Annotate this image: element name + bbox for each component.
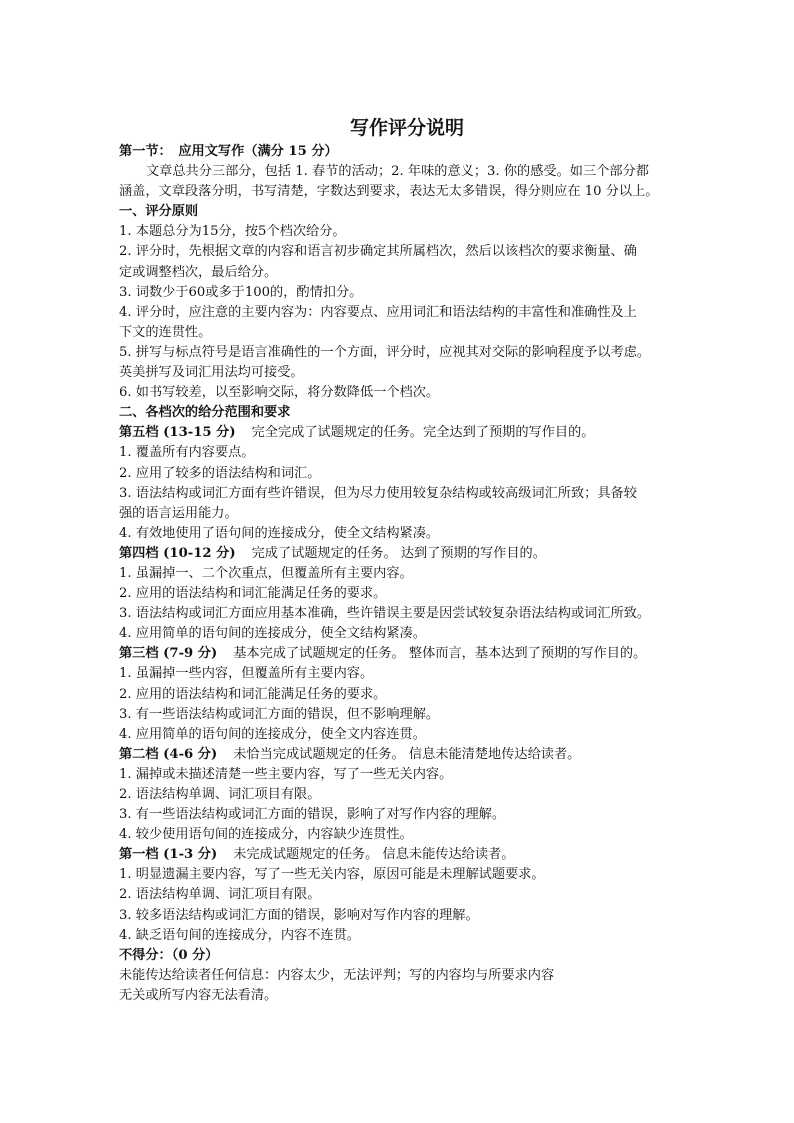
- no-score-heading: 不得分：（0 分）: [119, 947, 219, 963]
- section1-heading: 第一节： 应用文写作（满分 15 分）: [119, 144, 338, 159]
- level-line: 2. 应用的语法结构和词汇能满足任务的要求。: [119, 686, 387, 702]
- principle-line: 3. 词数少于60或多于100的，酌情扣分。: [119, 284, 363, 300]
- level-line: 1. 覆盖所有内容要点。: [119, 445, 255, 461]
- level-desc: 完成了试题规定的任务。 达到了预期的写作目的。: [251, 545, 546, 561]
- level-line: 4. 有效地使用了语句间的连接成分，使全文结构紧凑。: [119, 525, 440, 541]
- level-header: [119, 423, 679, 443]
- level-line: 4. 应用简单的语句间的连接成分，使全文内容连贯。: [119, 726, 426, 742]
- level-desc: 未完成试题规定的任务。 信息未能传达给读者。: [233, 847, 515, 863]
- level-line: 4. 较少使用语句间的连接成分，内容缺少连贯性。: [119, 827, 413, 843]
- page-title: 写作评分说明: [349, 117, 464, 139]
- level-line: 3. 较多语法结构或词汇方面的错误，影响对写作内容的理解。: [119, 907, 479, 923]
- level-line: 1. 虽漏掉一些内容，但覆盖所有主要内容。: [119, 666, 374, 682]
- level-line: 2. 应用的语法结构和词汇能满足任务的要求。: [119, 586, 387, 602]
- no-score-line: 无关或所写内容无法看清。: [119, 987, 278, 1003]
- level-desc: 基本完成了试题规定的任务。 整体而言，基本达到了预期的写作目的。: [233, 646, 647, 662]
- intro-line: 涵盖，文章段落分明，书写清楚，字数达到要求，表达无太多错误，得分则应在 10 分以上。: [119, 184, 659, 200]
- no-score-line: 未能传达给读者任何信息：内容太少，无法评判；写的内容均与所要求内容: [119, 967, 555, 983]
- level-header: [119, 544, 679, 564]
- level-label: 第四档 (10-12 分): [119, 545, 236, 561]
- intro-line: 文章总共分三部分，包括 1. 春节的活动；2. 年味的意义；3. 你的感受。如三个部分都: [146, 164, 649, 180]
- level-line: 4. 缺乏语句间的连接成分，内容不连贯。: [119, 927, 360, 943]
- principle-line: 6. 如书写较差，以至影响交际，将分数降低一个档次。: [119, 385, 440, 401]
- principle-line: 4. 评分时，应注意的主要内容为：内容要点、应用词汇和语法结构的丰富性和准确性及上: [119, 304, 637, 320]
- levels-heading: 二、各档次的给分范围和要求: [119, 405, 291, 421]
- level-header: [119, 845, 679, 865]
- level-line: 2. 语法结构单调、词汇项目有限。: [119, 787, 321, 802]
- principle-line: 2. 评分时，先根据文章的内容和语言初步确定其所属档次，然后以该档次的要求衡量、确: [119, 244, 637, 260]
- level-line: 3. 语法结构或词汇方面有些许错误，但为尽力使用较复杂结构或较高级词汇所致；具备较: [119, 485, 637, 501]
- level-line: 强的语言运用能力。: [119, 505, 238, 521]
- level-header: [119, 644, 679, 664]
- level-line: 3. 有一些语法结构或词汇方面的错误，但不影响理解。: [119, 706, 440, 722]
- level-line: 1. 明显遗漏主要内容，写了一些无关内容，原因可能是未理解试题要求。: [119, 867, 545, 883]
- principle-line: 5. 拼写与标点符号是语言准确性的一个方面，评分时，应视其对交际的影响程度予以考虑。: [119, 344, 651, 360]
- principle-line: 定或调整档次，最后给分。: [119, 264, 278, 280]
- level-desc: 未恰当完成试题规定的任务。 信息未能清楚地传达给读者。: [233, 746, 581, 762]
- document-body: [119, 116, 679, 1006]
- level-label: 第二档 (4-6 分): [119, 746, 218, 762]
- level-header: [119, 745, 679, 765]
- level-label: 第三档 (7-9 分): [119, 646, 218, 662]
- principle-line: 下文的连贯性。: [119, 324, 212, 340]
- principle-line: 1. 本题总分为15分，按5个档次给分。: [119, 224, 346, 240]
- level-label: 第一档 (1-3 分): [119, 847, 218, 863]
- level-desc: 完全完成了试题规定的任务。完全达到了预期的写作目的。: [251, 425, 595, 441]
- level-line: 1. 漏掉或未描述清楚一些主要内容，写了一些无关内容。: [119, 766, 453, 782]
- level-line: 2. 语法结构单调、词汇项目有限。: [119, 887, 321, 903]
- level-line: 3. 语法结构或词汇方面应用基本准确，些许错误主要是因尝试较复杂语法结构或词汇所致。: [119, 606, 651, 622]
- principle-line: 英美拼写及词汇用法均可接受。: [119, 365, 304, 381]
- level-line: 1. 虽漏掉一、二个次重点，但覆盖所有主要内容。: [119, 565, 413, 581]
- level-line: 3. 有一些语法结构或词汇方面的错误，影响了对写作内容的理解。: [119, 807, 506, 823]
- level-line: 2. 应用了较多的语法结构和词汇。: [119, 465, 321, 481]
- level-line: 4. 应用简单的语句间的连接成分，使全文结构紧凑。: [119, 626, 426, 642]
- level-label: 第五档 (13-15 分): [119, 425, 236, 441]
- principles-heading: 一、评分原则: [119, 204, 199, 220]
